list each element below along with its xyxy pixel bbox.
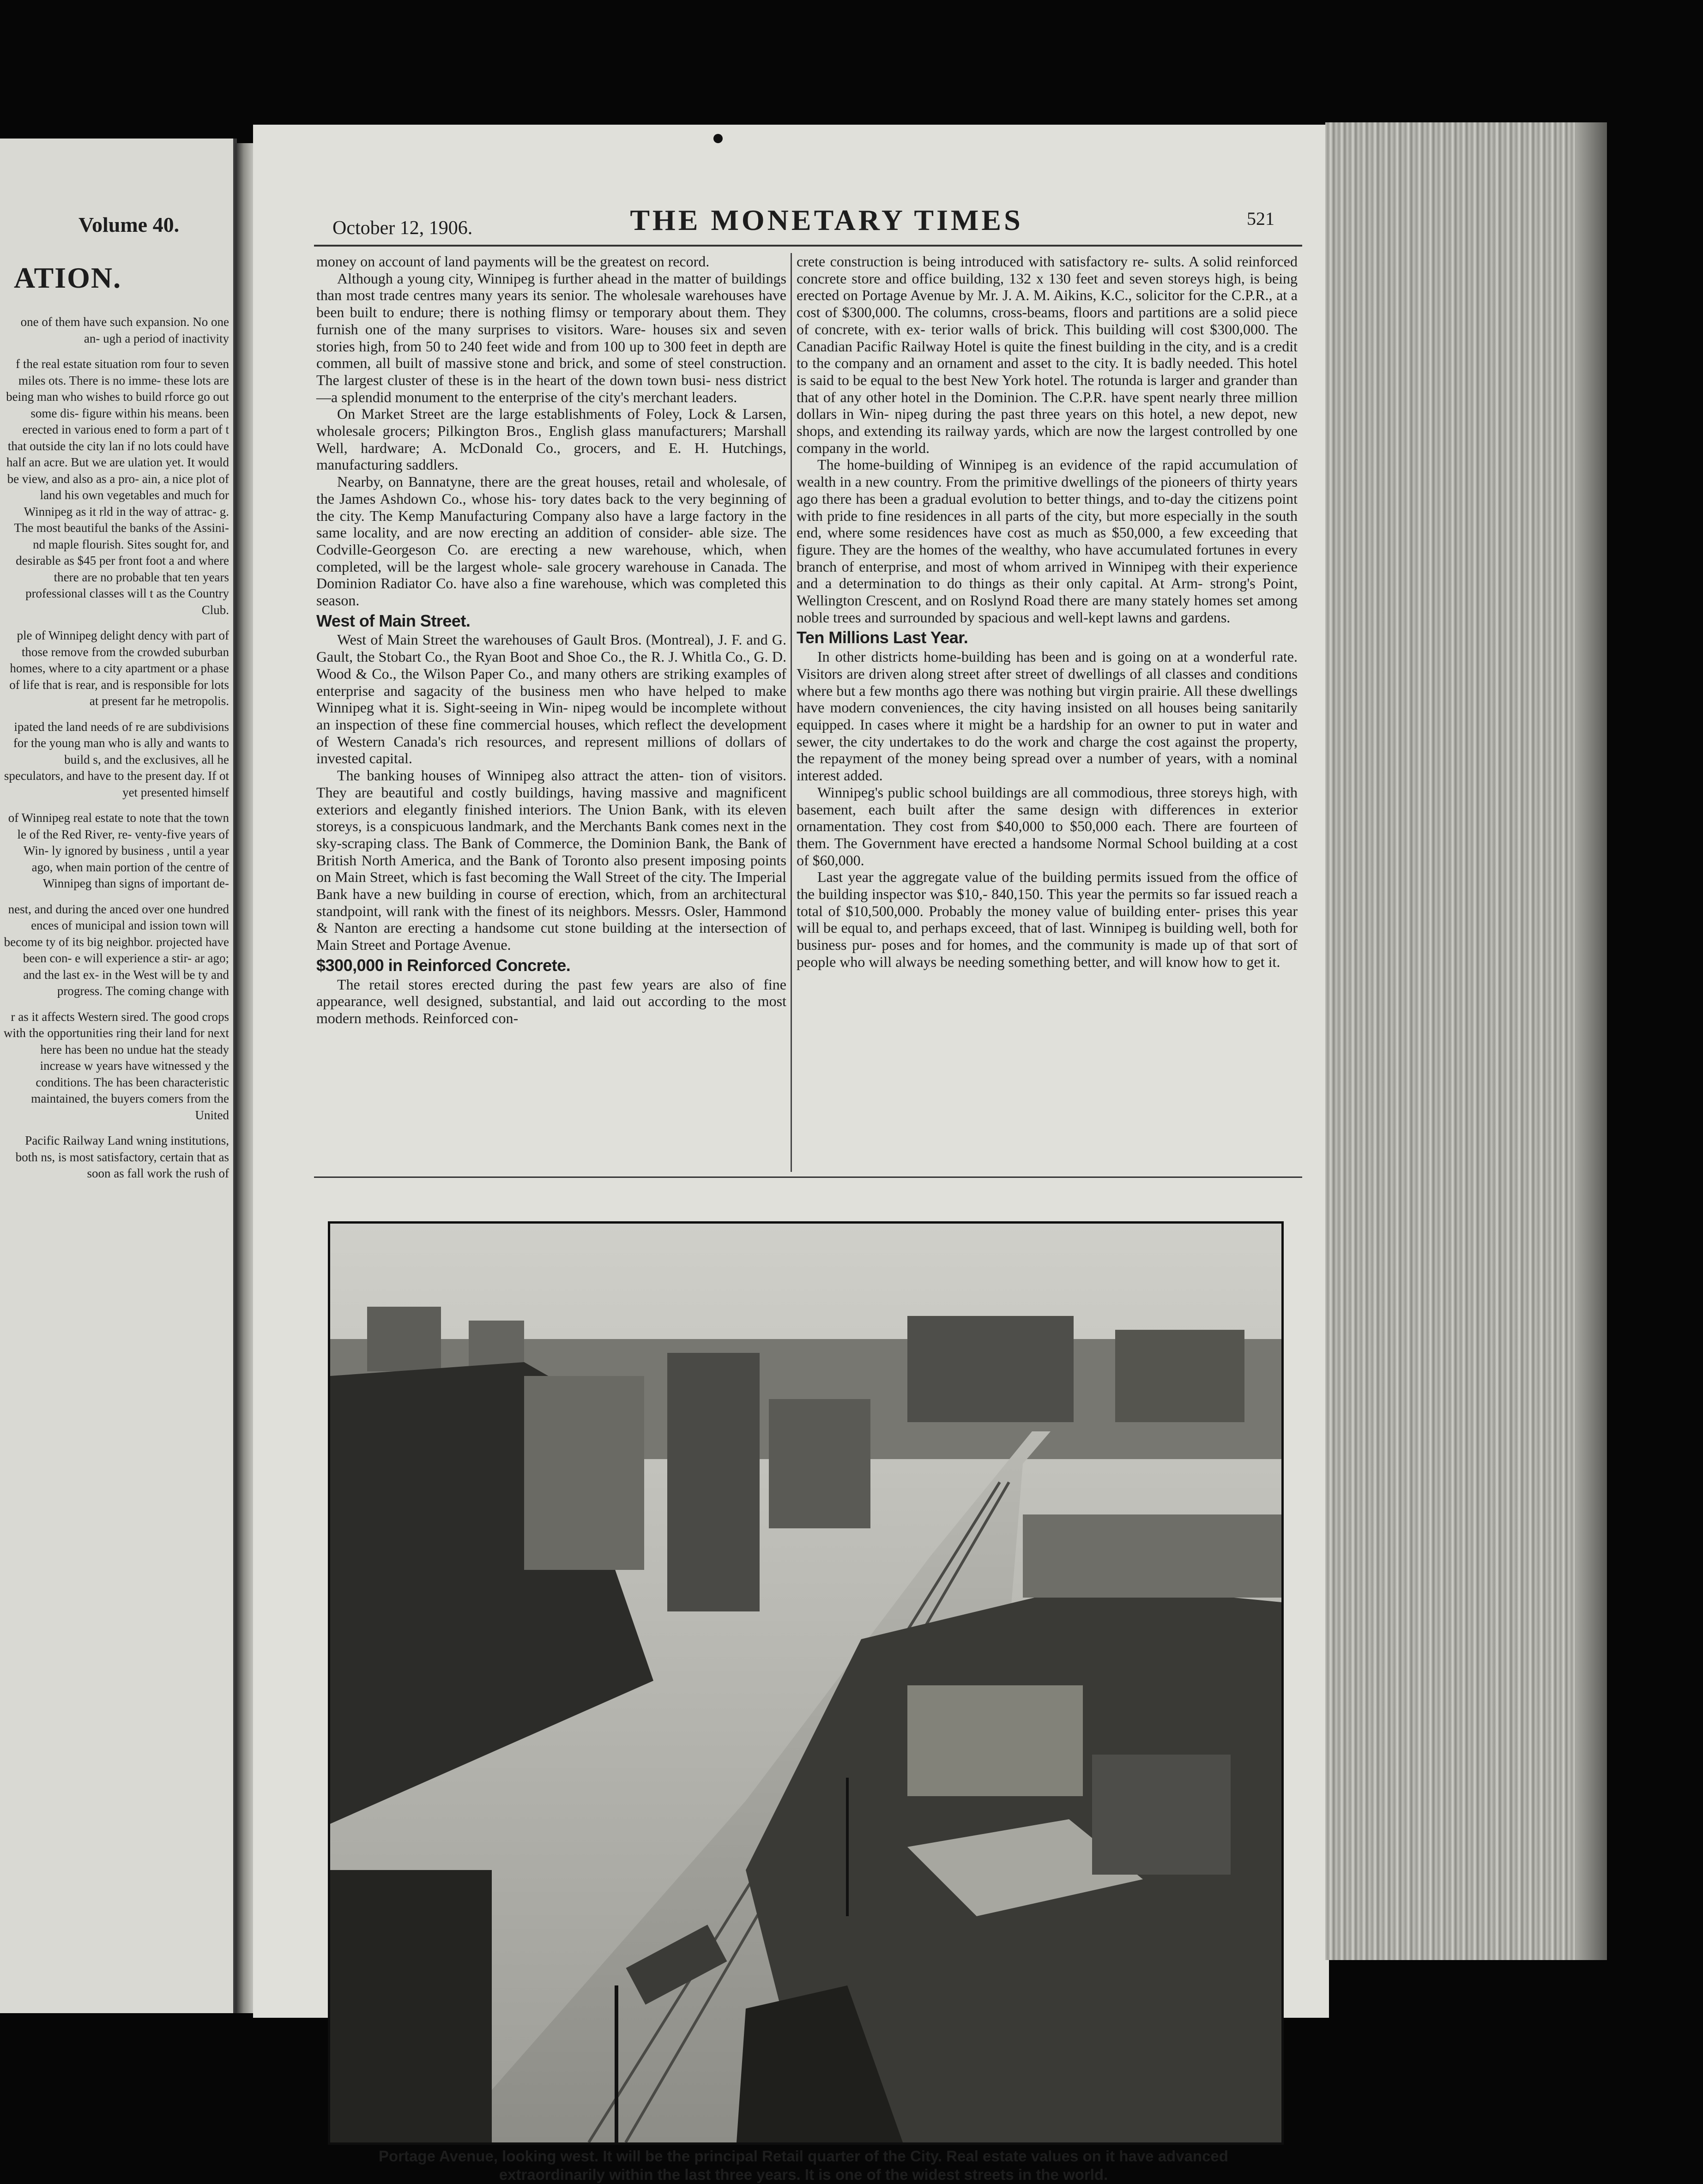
- caption-line: Portage Avenue, looking west. It will be the principal Retail quarter of the City. Real estate values on it have advanced: [379, 2148, 1228, 2165]
- left-paragraph: of Winnipeg real estate to note that the town le of the Red River, re- venty-five years of Win- ly ignored by business , until a year ago, when main portion of the centre of Winnipeg than signs of important de-: [8, 811, 229, 890]
- article-column-1: [316, 253, 786, 1027]
- book-page-edges: [1325, 122, 1607, 1960]
- page-header: [332, 203, 1274, 240]
- left-paragraph: Pacific Railway Land wning institutions, both ns, is most satisfactory, certain that as soon as fall work the rush of: [15, 1134, 229, 1180]
- article-column-2: [797, 253, 1298, 971]
- left-paragraph: ipated the land needs of re are subdivisions for the young man who is ally and wants to build s, and the exclusives, all he speculators, and have to the present day. If ot yet presented himself: [4, 719, 229, 799]
- paragraph: In other districts home-building has been and is going on at a wonderful rate. Visitors are driven along street after street of dwellings of all classes and conditions where but a few months ago there was nothing but virgin prairie. All these dwellings have modern conveniences, the city having insisted on all houses being sanitarily equipped. In cases where it might be a hardship for an owner to put in water and sewer, the city undertakes to do the work and charge the cost against the property, the repayment of the money being spread over a number of years, with a nominal interest added.: [797, 648, 1298, 784]
- column-divider: [791, 253, 792, 1172]
- paragraph: Nearby, on Bannatyne, there are the great houses, retail and wholesale, of the James Ashdown Co., whose his- tory dates back to the very beginning of the city. The Kemp Manufacturing Company also have a large factory in the same locality, and are now erecting an addition of consider- able size. The Codville-Georgeson Co. are erecting a new warehouse, which, when completed, will be the largest whole- sale grocery warehouse in Canada. The Dominion Radiator Co. have also a fine warehouse, which was completed this season.: [316, 473, 786, 609]
- photograph-illustration: [330, 1224, 1281, 2142]
- section-heading: $300,000 in Reinforced Concrete.: [316, 955, 571, 975]
- section-heading: Ten Millions Last Year.: [797, 628, 968, 647]
- paragraph: On Market Street are the large establishments of Foley, Lock & Larsen, wholesale grocers; Pilkington Bros., English glass manufacturers; Marshall Well, hardware; A. McDonald Co., grocers, and E. H. Hutchings, manufacturing saddlers.: [316, 405, 786, 473]
- left-article-body: [3, 314, 229, 1191]
- issue-date: October 12, 1906.: [332, 217, 473, 239]
- header-rule: [314, 245, 1302, 247]
- book-gutter: [236, 143, 254, 2013]
- paragraph: money on account of land payments will be the greatest on record.: [316, 253, 710, 270]
- left-article-title: ATION.: [14, 261, 122, 294]
- left-paragraph: r as it affects Western sired. The good crops with the opportunities ring their land for next here has been no undue hat the steady increase w years have witnessed y the conditions. The has been characteristic maintained, the buyers comers from the United: [3, 1009, 229, 1122]
- left-paragraph: nest, and during the anced over one hundred ences of municipal and ission town will become ty of its big neighbor. projected have been con- e will experience a stir- ar ago; and the last ex- in the West will be ty and progress. The coming change with: [4, 902, 229, 998]
- previous-page: [0, 139, 237, 2013]
- paragraph: The banking houses of Winnipeg also attract the atten- tion of visitors. They are beautiful and costly buildings, having massive and magnificent exteriors and elegantly finished interiors. The Union Bank, with its eleven storeys, is a conspicuous landmark, and the Merchants Bank comes next in the sky-scraping class. The Bank of Commerce, the Dominion Bank, the Bank of British North America, and the Bank of Toronto also present imposing points on Main Street, which is fast becoming the Wall Street of the city. The Imperial Bank have a new building in course of erection, which, from an architectural standpoint, will rank with the finest of its neighbors. Messrs. Osler, Hammond & Nanton are erecting a handsome cut stone building at the intersection of Main Street and Portage Avenue.: [316, 767, 786, 953]
- left-paragraph: f the real estate situation rom four to seven miles ots. There is no imme- these lots are being man who wishes to build rforce go out some dis- figure within his means. been erected in various ened to form a part of t that outside the city lan if no lots could have half an acre. But we are ulation yet. It would be view, and also as a pro- ain, a nice plot of land his own vegetables and much for Winnipeg as it rld in the way of attrac- g. The most beautiful the banks of the Assini- nd maple flourish. Sites sought for, and desirable as $45 per front foot a and where there are no probable that ten years professional classes will t as the Country Club.: [6, 357, 229, 617]
- paragraph: Last year the aggregate value of the building permits issued from the office of the building inspector was $10,- 840,150. This year the permits so far issued reach a total of $10,500,000. Probably the money value of building enter- prises this year will be equal to, and perhaps exceed, that of last. Winnipeg is building well, both for business pur- poses and for homes, and the community is made up of that sort of people who will always be needing something better, and will know how to get it.: [797, 869, 1298, 970]
- masthead: THE MONETARY TIMES: [630, 204, 1023, 236]
- left-volume-label: Volume 40.: [79, 213, 180, 236]
- paragraph: The home-building of Winnipeg is an evidence of the rapid accumulation of wealth in a new country. From the primitive dwellings of the pioneers of thirty years ago there has been a gradual evolution to better things, and to-day the citizens point with pride to fine residences in all parts of the city, but more especially in the south end, where some residences have cost as much as $50,000, a few exceeding that figure. They are the homes of the wealthy, who have accumulated fortunes in every branch of enterprise, and most of whom arrived in Winnipeg with their experience and a determination to do things as their only capital. At Arm- strong's Point, Wellington Crescent, and on Roslynd Road there are many stately homes set among noble trees and surrounded by spacious and well-kept lawns and gardens.: [797, 456, 1298, 626]
- page-number: 521: [1247, 208, 1274, 229]
- paragraph: The retail stores erected during the past few years are also of fine appearance, well designed, substantial, and laid out according to the most modern methods. Reinforced con-: [316, 976, 786, 1026]
- caption-line: extraordinarily within the last three years. It is one of the widest streets in the world.: [499, 2166, 1108, 2183]
- section-heading: West of Main Street.: [316, 611, 471, 630]
- paragraph: crete construction is being introduced with satisfactory re- sults. A solid reinforced concrete store and office building, 132 x 130 feet and seven storeys high, is being erected on Portage Avenue by Mr. J. A. M. Aikins, K.C., solicitor for the C.P.R., at a cost of $300,000. The columns, cross-beams, floors and partitions are a solid piece of concrete, with ex- terior walls of brick. This building will cost $300,000. The Canadian Pacific Railway Hotel is quite the finest building in the city, and is a credit to the company and an ornament and asset to the city. It is badly needed. This hotel is said to be equal to the best New York hotel. The rotunda is larger and grander than that of any other hotel in the Dominion. The C.P.R. have spent nearly three million dollars in Win- nipeg during the past three years on this hotel, a new depot, new shops, and extending its railway yards, which are now the largest controlled by one company in the world.: [797, 253, 1298, 456]
- left-paragraph: one of them have such expansion. No one an- ugh a period of inactivity: [20, 315, 229, 345]
- street-photograph: [328, 1221, 1284, 2145]
- photo-caption: [323, 2147, 1284, 2184]
- article-end-rule: [314, 1176, 1302, 1178]
- paragraph: Although a young city, Winnipeg is further ahead in the matter of buildings than most trade centres many years its senior. The wholesale warehouses have been built to endure; there is nothing flimsy or temporary about them. They furnish one of the many surprises to visitors. Ware- houses six and seven stories high, from 50 to 240 feet wide and from 100 up to 300 feet in depth are commen, all built of massive stone and brick, and some of steel construction. The largest cluster of these is in the heart of the down town busi- ness district—a splendid monument to the enterprise of the city's merchant leaders.: [316, 270, 786, 405]
- ink-dot: [713, 134, 723, 143]
- left-paragraph: ple of Winnipeg delight dency with part of those remove from the crowded suburban homes, where to a city apartment or a phase of life that is rear, and is responsible for lots at present far he metropolis.: [9, 628, 229, 708]
- paragraph: Winnipeg's public school buildings are all commodious, three storeys high, with basement, each built after the same design with differences in exterior ornamentation. They cost from $40,000 to $50,000 each. There are fourteen of them. The Government have erected a handsome Normal School building at a cost of $60,000.: [797, 784, 1298, 869]
- paragraph: West of Main Street the warehouses of Gault Bros. (Montreal), J. F. and G. Gault, the Stobart Co., the Ryan Boot and Shoe Co., the R. J. Whitla Co., G. D. Wood & Co., the Wilson Paper Co., and many others are striking examples of enterprise and sagacity of the business men who have helped to make Winnipeg what it is. Sight-seeing in Win- nipeg would be incomplete without an inspection of these fine commercial houses, which reflect the development of Western Canada's rich resources, and represent millions of dollars of invested capital.: [316, 631, 786, 767]
